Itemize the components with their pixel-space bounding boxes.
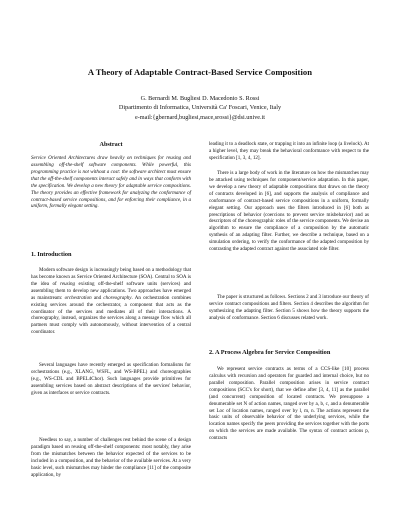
author-block: [20, 94, 380, 122]
right-column-paragraph-0: leading it to a deadlock state, or trapping it into an infinite loop (a livelock). At a higher level, they may break the behavioral conformance with respect to the specification [1, 3, 4, 12].: [209, 141, 369, 161]
author-names: G. Bernardi M. Bugliesi D. Macedonio S. Rossi: [140, 95, 260, 102]
intro-p1-emphasis-3: choreography: [103, 294, 132, 301]
section-2-heading: 2. A Process Algebra for Service Composition: [209, 349, 331, 356]
paper-title: A Theory of Adaptable Contract-Based Service Composition: [87, 67, 313, 77]
intro-p1-emphasis-2: orchestration: [64, 294, 92, 301]
intro-paragraph-3: Needless to say, a number of challenges rest behind the scene of a design paradigm based on reusing off-the-shelf components: most notably, they arise from the mismatches between the behavior expected of the services to be included in a composition, and the behavior of the available services. At a very basic level, such mismatches may hinder the compliance [11] of the composite application, by: [31, 437, 191, 478]
section-2-paragraph: We represent service contracts as terms of a CCS-like [10] process calculus with recursion and operators for guarded and internal choice, but no parallel composition. Parallel composition arises in service contract compositions (SCC's for short), that we define after [3, 4, 11] as the parallel (and concurrent) composition of located contracts. We presuppose a denumerable set N of action names, ranged over by a, b, c, and a denumerable set Loc of location names, ranged over by l, m, n. The actions represent the basic units of observable behavior of the underlying services, while the location names specify the peers providing the services together with the ports on which the services are made available. The syntax of contract actions p, contracts: [209, 366, 369, 442]
right-column-paragraph-1: There is a large body of work in the literature on how the mismatches may be attacked using techniques for component/service adaptation. In this paper, we develop a new theory of adaptable compositions that draws on the theory of contracts developed in [6], and supports the analysis of compliance and conformance of contract-based service compositions in a uniform, formally elegant setting. Our approach uses the filters introduced in [6] both as prescriptions of behavior (coercions to prevent service misbehavior) and as descriptors of the choreographic roles of the service components. We devise an algorithm to ensure the compliance of a composition by the automatic synthesis of an adapting filter. Further, we describe a technique, based on a simulation ordering, to verify the conformance of the adapted composition by contrasting the adapted contract against the associated role filter.: [209, 170, 369, 253]
affiliation: Dipartimento di Informatica, Università Ca' Foscari, Venice, Italy: [118, 104, 282, 112]
abstract-text: Service Oriented Architectures draw heavily on techniques for reusing and assembling off-the-shelf software components. While powerful, this programming practice is not without a cost: the software architect must ensure that the off-the-shelf components interact safely and in ways that conform with the specification. We develop a new theory for adaptable service compositions. The theory provides an effective framework for analyzing the conformance of contract-based service compositions, and for enforcing their compliance, in a uniform, formally elegant setting.: [31, 155, 191, 210]
intro-p1-text-c: and: [91, 294, 104, 301]
intro-paragraph-1: [31, 267, 191, 336]
right-column-paragraph-2: The paper is structured as follows. Sections 2 and 3 introduce our theory of service contract compositions and filters. Section 4 describes the algorithm for synthesizing the adapting filter. Section 5 shows how the theory supports the analysis of conformance. Section 6 discusses related work.: [209, 294, 369, 321]
intro-p1-text-b: existing off-the-shelf software units (services) and assembling them to develop new applications. Two approaches have emerged as mainstream:: [31, 280, 191, 301]
email: e-mail:{gbernard,bugliesi,mace,srossi}@dsi.unive.it: [134, 113, 266, 121]
intro-p1-text-a: Modern software design is increasingly being based on a methodology that has become known as Service Oriented Architecture (SOA). Central to SOA is the idea of: [31, 267, 191, 287]
intro-p1-text-d: . An orchestration combines existing services around the orchestrator, a component that acts as the coordinator of the services and mediates all of their interactions. A choreography, instead, organizes the services along a message flow which all partners must comply with autonomously, without intervention of a central coordinator.: [31, 294, 192, 336]
intro-p1-emphasis-1: reusing: [60, 280, 76, 287]
abstract-heading: Abstract: [99, 141, 123, 148]
section-1-heading: 1. Introduction: [31, 251, 72, 258]
intro-paragraph-2: Several languages have recently emerged as specification formalisms for orchestrations (e.g., XLANG, WSFL, and WS-BPEL) and choreographies (e.g., WS-CDL and BPEL4Chor). Such languages provide primitives for assembling services based on abstract descriptions of the services' behavior, given as interfaces or service contracts.: [31, 362, 191, 396]
